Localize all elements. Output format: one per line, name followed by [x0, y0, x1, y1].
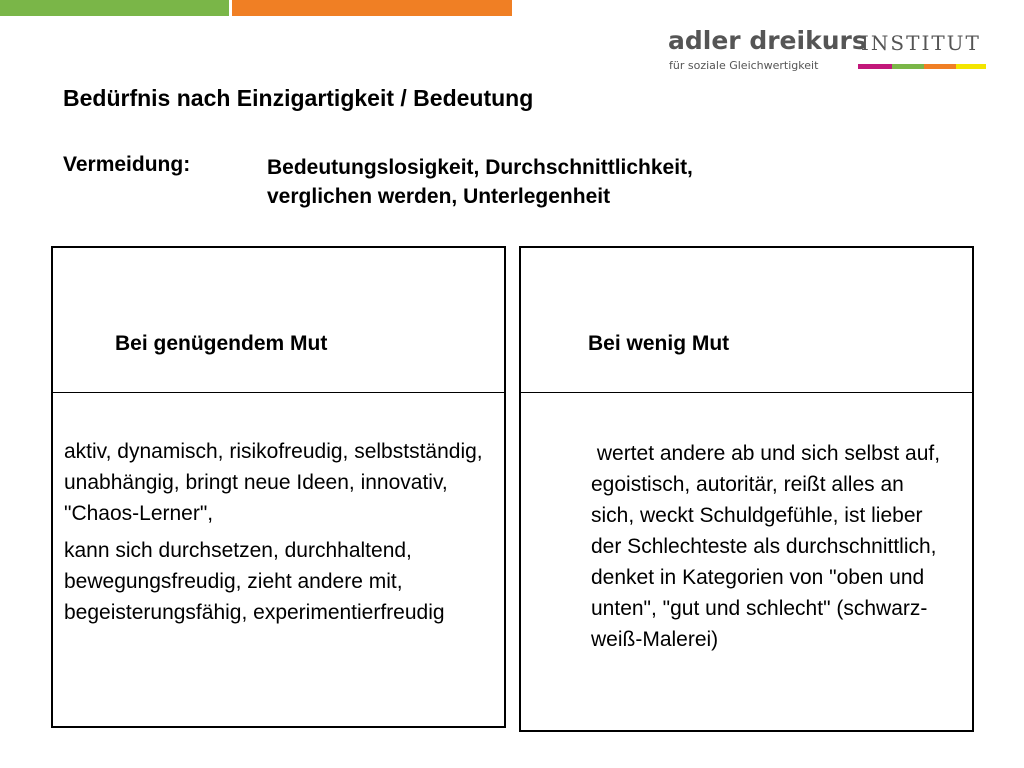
- avoid-text: [267, 153, 827, 211]
- right-box: [519, 246, 974, 732]
- left-box-paragraph-2: kann sich durchsetzen, durchhaltend, bewegungsfreudig, zieht andere mit, begeisterungsfähig, experimentierfreudig: [64, 539, 445, 624]
- logo-stripe-orange: [924, 64, 956, 69]
- logo-stripe-green: [892, 64, 924, 69]
- left-box-body: [64, 436, 496, 634]
- top-bar-green: [0, 0, 229, 16]
- avoid-line-1: Bedeutungslosigkeit, Durchschnittlichkeit,: [267, 156, 693, 179]
- logo-institut: INSTITUT: [861, 31, 981, 55]
- logo-stripe-magenta: [858, 64, 892, 69]
- left-box: [51, 246, 506, 728]
- logo-tagline: für soziale Gleichwertigkeit: [669, 59, 819, 72]
- logo-name: adler dreikurs: [668, 26, 867, 55]
- right-box-header: Bei wenig Mut: [588, 332, 730, 355]
- left-box-divider: [53, 392, 504, 393]
- avoid-line-2: verglichen werden, Unterlegenheit: [267, 185, 611, 208]
- right-box-paragraph-1: [591, 438, 951, 655]
- right-box-body: [591, 438, 951, 661]
- avoid-label: Vermeidung:: [63, 153, 191, 176]
- left-box-paragraph-1: aktiv, dynamisch, risikofreudig, selbstständig, unabhängig, bringt neue Ideen, innovativ, "Chaos-Lerner",: [64, 440, 483, 525]
- left-box-header: Bei genügendem Mut: [115, 332, 328, 355]
- right-box-paragraph-1-text: wertet andere ab und sich selbst auf, egoistisch, autoritär, reißt alles an sich, weckt Schuldgefühle, ist lieber der Schlechteste als durchschnittlich, denket in Kategorien von "oben und unten", "gut und schlecht" (schwarz-weiß-Malerei): [591, 442, 941, 651]
- slide-title: Bedürfnis nach Einzigartigkeit / Bedeutung: [63, 85, 534, 111]
- top-bar-orange: [232, 0, 512, 16]
- logo-stripe-yellow: [956, 64, 986, 69]
- right-box-divider: [521, 392, 972, 393]
